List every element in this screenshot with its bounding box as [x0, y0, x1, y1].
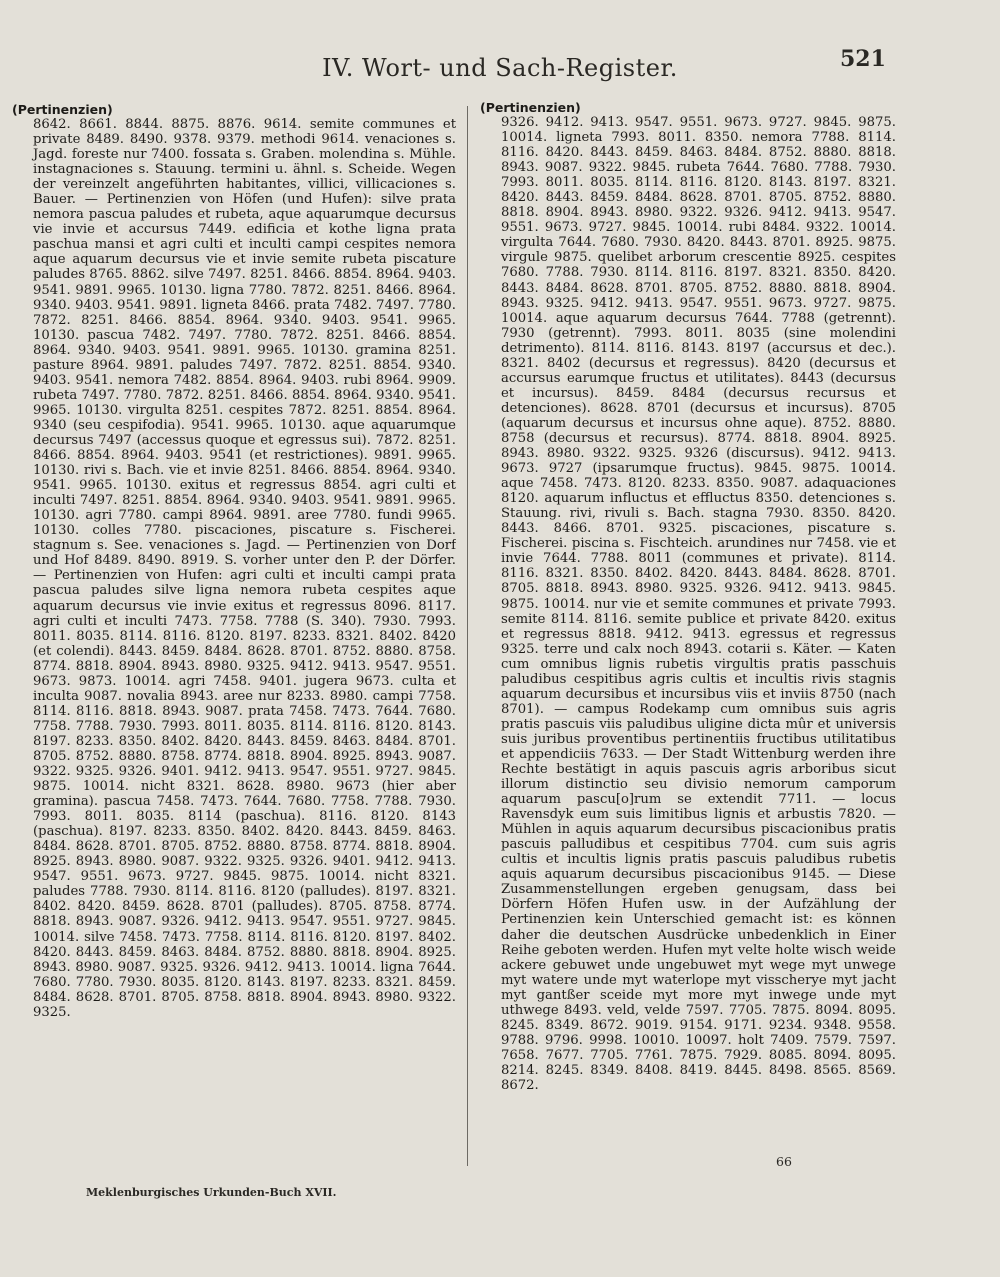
page-number: 521 — [840, 46, 886, 72]
page-title: IV. Wort- und Sach-Register. — [322, 54, 678, 82]
footer-signature-mark: 66 — [776, 1154, 792, 1169]
column-divider — [467, 106, 468, 1166]
right-column-text: 9326. 9412. 9413. 9547. 9551. 9673. 9727. 9845. 9875. 10014. ligneta 7993. 8011. 8350. nemora 7788. 8114. 8116. 8420. 8443. 8459. 8463. 8484. 8752. 8880. 8818. 8943. 9087. 9322. 9845. rubeta 7644. 7680. 7788. 7930. 7993. 8011. 8035. 8114. 8116. 8120. 8143. 8197. 8321. 8420. 8443. 8459. 8484. 8628. 8701. 8705. 8752. 8880. 8818. 8904. 8943. 8980. 9322. 9326. 9412. 9413. 9547. 9551. 9673. 9727. 9845. 10014. rubi 8484. 9322. 10014. virgulta 7644. 7680. 7930. 8420. 8443. 8701. 8925. 9875. virgule 9875. quelibet arborum crescentie 8925. cespites 7680. 7788. 7930. 8114. 8116. 8197. 8321. 8350. 8420. 8443. 8484. 8628. 8701. 8705. 8752. 8880. 8818. 8904. 8943. 9325. 9412. 9413. 9547. 9551. 9673. 9727. 9875. 10014. aque aquarum decursus 7644. 7788 (getrennt). 7930 (getrennt). 7993. 8011. 8035 (sine molendini detrimento). 8114. 8116. 8143. 8197 (accursus et dec.). 8321. 8402 (decursus et regressus). 8420 (decursus et accursus earumque fructus et utilitates). 8443 (decursus et incursus). 8459. 8484 (decursus recursus et detenciones). 8628. 8701 (decursus et incursus). 8705 (aquarum decursus et incursus ohne aque). 8752. 8880. 8758 (decursus et recursus). 8774. 8818. 8904. 8925. 8943. 8980. 9322. 9325. 9326 (discursus). 9412. 9413. 9673. 9727 (ipsarumque fructus). 9845. 9875. 10014. aque 7458. 7473. 8120. 8233. 8350. 9087. adaquaciones 8120. aquarum influctus et effluctus 8350. detenciones s. Stauung. rivi, rivuli s. Bach. stagna 7930. 8350. 8420. 8443. 8466. 8701. 9325. piscaciones, piscature s. Fischerei. piscina s. Fischteich. arundines nur 7458. vie et invie 7644. 7788. 8011 (communes et private). 8114. 8116. 8321. 8350. 8402. 8420. 8443. 8484. 8628. 8701. 8705. 8818. 8943. 8980. 9325. 9326. 9412. 9413. 9845. 9875. 10014. nur vie et semite communes et private 7993. semite 8114. 8116. semite publice et private 8420. exitus et regressus 8818. 9412. 9413. egressus et regressus 9325. terre und calx noch 8943. cotarii s. Käter. — Katen cum omnibus lignis rubetis virgultis pratis passchuis paludibus cespitibus agris cultis et incultis rivis stagnis aquarum decursibus et incursibus viis et inviis 8750 (nach 8701). — campus Rodekamp cum omnibus suis agris pratis pascuis viis paludibus uligine dicta mûr et universis suis juribus proventibus pertinentiis fructibus utilitatibus et appendiciis 7633. — Der Stadt Wittenburg werden ihre Rechte bestätigt in aquis pascuis agris arboribus sicut illorum distinctio seu divisio nemorum camporum aquarum pascu[o]rum se extendit 7711. — locus Ravensdyk eum suis limitibus lignis et arbustis 7820. — Mühlen in aquis aquarum decursibus piscacionibus pratis pascuis palludibus et cespitibus 7704. cum suis agris cultis et incultis lignis pratis pascuis paludibus rubetis aquis aquarum decursibus piscacionibus 9145. — Diese Zusammenstellungen ergeben genugsam, dass bei Dörfern Höfen Hufen usw. in der Aufzählung der Pertinenzien kein Unterschied gemacht ist: es können daher die deutschen Ausdrücke unbedenklich in Einer Reihe geboten werden. Hufen myt velte holte wisch weide ackere gebuwet unde ungebuwet myt wege myt unwege myt watere unde myt waterlope myt visscherye myt jacht myt gantßer sceide myt more myt inwege unde myt uthwege 8493. veld, velde 7597. 7705. 7875. 8094. 8095. 8245. 8349. 8672. 9019. 9154. 9171. 9234. 9348. 9558. 9788. 9796. 9998. 10010. 10097. holt 7409. 7579. 7597. 7658. 7677. 7705. 7761. 7875. 7929. 8085. 8094. 8095. 8214. 8245. 8349. 8408. 8419. 8445. 8498. 8565. 8569. 8672. — [501, 115, 896, 1093]
right-column — [480, 100, 896, 1162]
left-column — [12, 102, 456, 1180]
right-column-heading: (Pertinenzien) — [480, 100, 581, 115]
left-column-heading: (Pertinenzien) — [12, 102, 113, 117]
footer-book-title: Meklenburgisches Urkunden-Buch XVII. — [86, 1186, 337, 1199]
left-column-text: 8642. 8661. 8844. 8875. 8876. 9614. semite communes et private 8489. 8490. 9378. 9379. methodi 9614. venaciones s. Jagd. foreste nur 7400. fossata s. Graben. molendina s. Mühle. instagnaciones s. Stauung. termini u. ähnl. s. Scheide. Wegen der vereinzelt angeführten habitantes, villici, villicaciones s. Bauer. — Pertinenzien von Höfen (und Hufen): silve prata nemora pascua paludes et rubeta, aque aquarumque decursus vie invie et accursus 7449. edificia et kothe ligna prata paschua mansi et agri culti et inculti campi cespites nemora aque aquarum decursus vie et invie semite rubeta piscature paludes 8765. 8862. silve 7497. 8251. 8466. 8854. 8964. 9403. 9541. 9891. 9965. 10130. ligna 7780. 7872. 8251. 8466. 8964. 9340. 9403. 9541. 9891. ligneta 8466. prata 7482. 7497. 7780. 7872. 8251. 8466. 8854. 8964. 9340. 9403. 9541. 9965. 10130. pascua 7482. 7497. 7780. 7872. 8251. 8466. 8854. 8964. 9340. 9403. 9541. 9891. 9965. 10130. gramina 8251. pasture 8964. 9891. paludes 7497. 7872. 8251. 8854. 9340. 9403. 9541. nemora 7482. 8854. 8964. 9403. rubi 8964. 9909. rubeta 7497. 7780. 7872. 8251. 8466. 8854. 8964. 9340. 9541. 9965. 10130. virgulta 8251. cespites 7872. 8251. 8854. 8964. 9340 (seu cespifodia). 9541. 9965. 10130. aque aquarumque decursus 7497 (accessus quoque et egressus sui). 7872. 8251. 8466. 8854. 8964. 9403. 9541 (et restrictiones). 9891. 9965. 10130. rivi s. Bach. vie et invie 8251. 8466. 8854. 8964. 9340. 9541. 9965. 10130. exitus et regressus 8854. agri culti et inculti 7497. 8251. 8854. 8964. 9340. 9403. 9541. 9891. 9965. 10130. agri 7780. campi 8964. 9891. aree 7780. fundi 9965. 10130. colles 7780. piscaciones, piscature s. Fischerei. stagnum s. See. venaciones s. Jagd. — Pertinenzien von Dorf und Hof 8489. 8490. 8919. S. vorher unter den P. der Dörfer. — Pertinenzien von Hufen: agri culti et inculti campi prata pascua paludes silve ligna nemora rubeta cespites aque aquarum decursus vie invie exitus et regressus 8096. 8117. agri culti et inculti 7473. 7758. 7788 (S. 340). 7930. 7993. 8011. 8035. 8114. 8116. 8120. 8197. 8233. 8321. 8402. 8420 (et colendi). 8443. 8459. 8484. 8628. 8701. 8752. 8880. 8758. 8774. 8818. 8904. 8943. 8980. 9325. 9412. 9413. 9547. 9551. 9673. 9873. 10014. agri 7458. 9401. jugera 9673. culta et inculta 9087. novalia 8943. aree nur 8233. 8980. campi 7758. 8114. 8116. 8818. 8943. 9087. prata 7458. 7473. 7644. 7680. 7758. 7788. 7930. 7993. 8011. 8035. 8114. 8116. 8120. 8143. 8197. 8233. 8350. 8402. 8420. 8443. 8459. 8463. 8484. 8701. 8705. 8752. 8880. 8758. 8774. 8818. 8904. 8925. 8943. 9087. 9322. 9325. 9326. 9401. 9412. 9413. 9547. 9551. 9727. 9845. 9875. 10014. nicht 8321. 8628. 8980. 9673 (hier aber gramina). pascua 7458. 7473. 7644. 7680. 7758. 7788. 7930. 7993. 8011. 8035. 8114 (paschua). 8116. 8120. 8143 (paschua). 8197. 8233. 8350. 8402. 8420. 8443. 8459. 8463. 8484. 8628. 8701. 8705. 8752. 8880. 8758. 8774. 8818. 8904. 8925. 8943. 8980. 9087. 9322. 9325. 9326. 9401. 9412. 9413. 9547. 9551. 9673. 9727. 9845. 9875. 10014. nicht 8321. paludes 7788. 7930. 8114. 8116. 8120 (palludes). 8197. 8321. 8402. 8420. 8459. 8628. 8701 (palludes). 8705. 8758. 8774. 8818. 8943. 9087. 9326. 9412. 9413. 9547. 9551. 9727. 9845. 10014. silve 7458. 7473. 7758. 8114. 8116. 8120. 8197. 8402. 8420. 8443. 8459. 8463. 8484. 8752. 8880. 8818. 8904. 8925. 8943. 8980. 9087. 9325. 9326. 9412. 9413. 10014. ligna 7644. 7680. 7780. 7930. 8035. 8120. 8143. 8197. 8233. 8321. 8459. 8484. 8628. 8701. 8705. 8758. 8818. 8904. 8943. 8980. 9322. 9325. — [33, 117, 456, 1020]
